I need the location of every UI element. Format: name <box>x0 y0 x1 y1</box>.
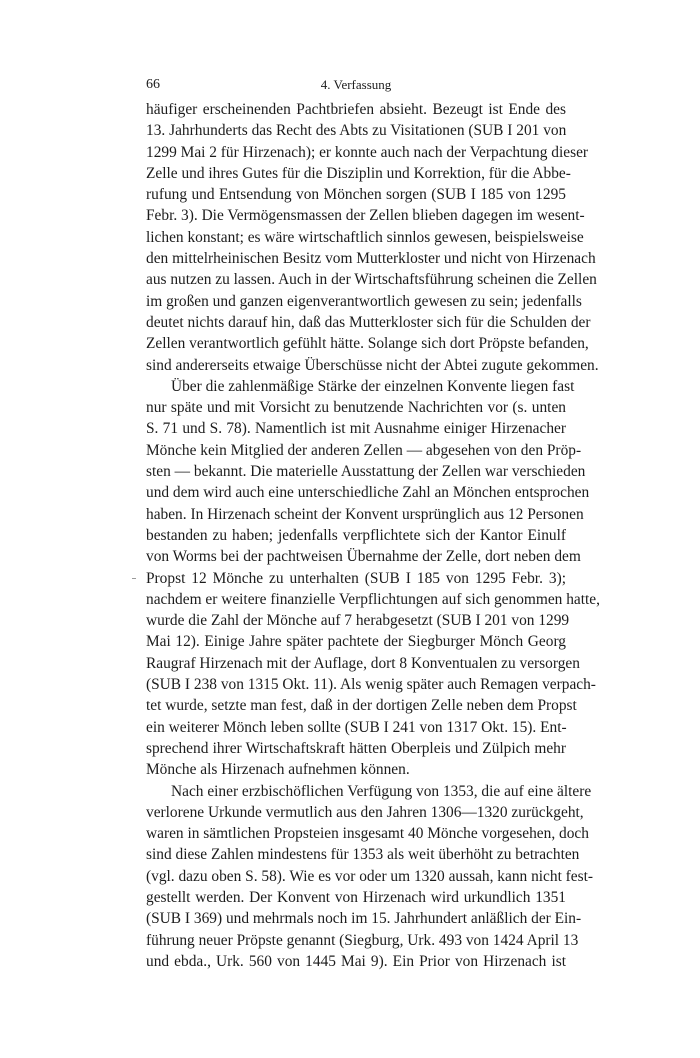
body-text <box>146 99 600 972</box>
text-line: Febr. 3). Die Vermögensmassen der Zellen blieben dagegen im wesent- <box>146 207 585 225</box>
text-line: Mönche kein Mitglied der anderen Zellen — abgesehen von den Pröp- <box>146 441 582 459</box>
text-line: Über die zahlenmäßige Stärke der einzelnen Konvente liegen fast <box>171 377 575 395</box>
text-line: von Worms bei der pachtweisen Übernahme der Zelle, dort neben dem <box>146 548 581 566</box>
text-line: nur späte und mit Vorsicht zu benutzende Nachrichten vor (s. unten <box>146 399 566 417</box>
text-line: (SUB I 238 von 1315 Okt. 11). Als wenig später auch Remagen verpach- <box>146 676 596 694</box>
text-line: sind andererseits etwaige Überschüsse nicht der Abtei zugute gekommen. <box>146 356 599 374</box>
margin-mark <box>132 578 136 579</box>
text-line: führung neuer Pröpste genannt (Siegburg, Urk. 493 von 1424 April 13 <box>146 931 579 949</box>
text-line: 1299 Mai 2 für Hirzenach); er konnte auch nach der Verpachtung dieser <box>146 143 589 161</box>
text-line: sprechend ihrer Wirtschaftskraft hätten Oberpleis und Zülpich mehr <box>146 739 566 757</box>
text-line: verlorene Urkunde vermutlich aus den Jahren 1306—1320 zurückgeht, <box>146 803 584 821</box>
text-line: lichen konstant; es wäre wirtschaftlich sinnlos gewesen, beispielsweise <box>146 228 584 246</box>
text-line: rufung und Entsendung von Mönchen sorgen (SUB I 185 von 1295 <box>146 186 566 204</box>
text-line: im großen und ganzen eigenverantwortlich gewesen zu sein; jedenfalls <box>146 292 582 310</box>
text-line: deutet nichts darauf hin, daß das Mutterkloster sich für die Schulden der <box>146 313 591 331</box>
text-line: Propst 12 Mönche zu unterhalten (SUB I 185 von 1295 Febr. 3); <box>146 569 566 587</box>
text-line: ein weiterer Mönch leben sollte (SUB I 241 von 1317 Okt. 15). Ent- <box>146 718 567 736</box>
text-line: wurde die Zahl der Mönche auf 7 herabgesetzt (SUB I 201 von 1299 <box>146 612 570 630</box>
text-line: und ebda., Urk. 560 von 1445 Mai 9). Ein Prior von Hirzenach ist <box>146 952 566 970</box>
text-line: den mittelrheinischen Besitz vom Mutterkloster und nicht von Hirzenach <box>146 250 596 268</box>
text-line: Mai 12). Einige Jahre später pachtete der Siegburger Mönch Georg <box>146 633 566 651</box>
running-head <box>146 76 566 94</box>
text-line: haben. In Hirzenach scheint der Konvent ursprünglich aus 12 Personen <box>146 505 584 523</box>
text-line: Raugraf Hirzenach mit der Auflage, dort 8 Konventualen zu versorgen <box>146 654 580 672</box>
section-title: 4. Verfassung <box>320 77 392 92</box>
text-line: Zelle und ihres Gutes für die Disziplin und Korrektion, für die Abbe- <box>146 164 571 182</box>
page-number: 66 <box>146 77 160 92</box>
text-line: waren in sämtlichen Propsteien insgesamt 40 Mönche vorgesehen, doch <box>146 825 589 843</box>
text-line: tet wurde, setzte man fest, daß in der dortigen Zelle neben dem Propst <box>146 697 577 715</box>
text-line: Zellen verantwortlich gefühlt hätte. Solange sich dort Pröpste befanden, <box>146 335 589 353</box>
text-line: gestellt werden. Der Konvent von Hirzenach wird urkundlich 1351 <box>146 888 566 906</box>
text-line: (SUB I 369) und mehrmals noch im 15. Jahrhundert anläßlich der Ein- <box>146 910 582 928</box>
text-line: 13. Jahrhunderts das Recht des Abts zu Visitationen (SUB I 201 von <box>146 122 567 140</box>
text-line: S. 71 und S. 78). Namentlich ist mit Ausnahme einiger Hirzenacher <box>146 420 566 438</box>
text-line: sten — bekannt. Die materielle Ausstattung der Zellen war verschieden <box>146 463 586 481</box>
text-line: aus nutzen zu lassen. Auch in der Wirtschaftsführung scheinen die Zellen <box>146 271 597 289</box>
text-line: Mönche als Hirzenach aufnehmen können. <box>146 761 410 779</box>
text-line: Nach einer erzbischöflichen Verfügung von 1353, die auf eine ältere <box>171 782 592 800</box>
text-line: bestanden zu haben; jedenfalls verpflichtete sich der Kantor Einulf <box>146 526 566 544</box>
text-line: sind diese Zahlen mindestens für 1353 als weit überhöht zu betrachten <box>146 846 580 864</box>
text-line: und dem wird auch eine unterschiedliche Zahl an Mönchen entsprochen <box>146 484 590 502</box>
text-line: häufiger erscheinenden Pachtbriefen absieht. Bezeugt ist Ende des <box>146 101 566 118</box>
text-line: (vgl. dazu oben S. 58). Wie es vor oder um 1320 aussah, kann nicht fest- <box>146 867 594 885</box>
text-line: nachdem er weitere finanzielle Verpflichtungen auf sich genommen hatte, <box>146 590 600 608</box>
